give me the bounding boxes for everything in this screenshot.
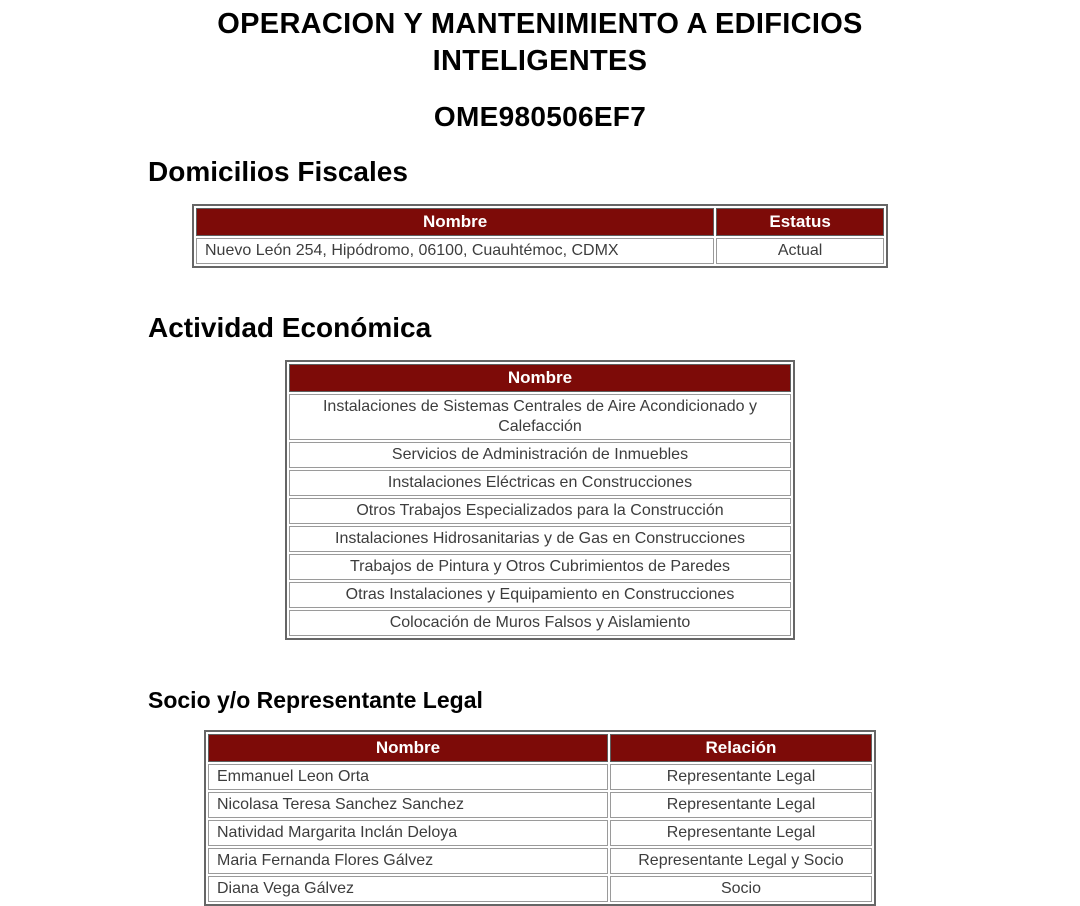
section-heading-domicilios-fiscales: Domicilios Fiscales (148, 156, 408, 187)
section-socio-representante-legal (0, 687, 1080, 906)
table-row (208, 848, 872, 874)
table-row (289, 470, 791, 496)
table-cell: Emmanuel Leon Orta (208, 764, 608, 790)
table-row (208, 876, 872, 902)
table-cell: Representante Legal (610, 820, 872, 846)
section-heading-socio-representante-legal: Socio y/o Representante Legal (148, 687, 483, 713)
table-row (289, 394, 791, 440)
actividad-economica-table (285, 360, 795, 640)
table-cell: Instalaciones Eléctricas en Construcciones (289, 470, 791, 496)
rfc-code: OME980506EF7 (433, 101, 647, 132)
table-cell: Representante Legal (610, 764, 872, 790)
section-domicilios-fiscales (0, 156, 1080, 268)
table-cell: Diana Vega Gálvez (208, 876, 608, 902)
socio-representante-legal-table (204, 730, 876, 906)
table-cell: Otras Instalaciones y Equipamiento en Construcciones (289, 582, 791, 608)
table-cell: Servicios de Administración de Inmuebles (289, 442, 791, 468)
table-row (289, 610, 791, 636)
table-row (289, 442, 791, 468)
table-cell: Socio (610, 876, 872, 902)
table-row (208, 764, 872, 790)
column-header: Nombre (208, 734, 608, 762)
table-cell: Otros Trabajos Especializados para la Construcción (289, 498, 791, 524)
table-cell: Colocación de Muros Falsos y Aislamiento (289, 610, 791, 636)
section-actividad-economica (0, 312, 1080, 640)
table-cell: Trabajos de Pintura y Otros Cubrimientos de Paredes (289, 554, 791, 580)
table-cell: Instalaciones Hidrosanitarias y de Gas en Construcciones (289, 526, 791, 552)
table-row (289, 498, 791, 524)
table-row (289, 582, 791, 608)
header-row (289, 364, 791, 392)
company-name-title: OPERACION Y MANTENIMIENTO A EDIFICIOS INTELIGENTES (217, 8, 863, 77)
table-cell: Actual (716, 238, 884, 264)
column-header: Estatus (716, 208, 884, 236)
domicilios-fiscales-table (192, 204, 888, 268)
table-cell: Nicolasa Teresa Sanchez Sanchez (208, 792, 608, 818)
section-heading-actividad-economica: Actividad Económica (148, 312, 432, 343)
column-header: Nombre (289, 364, 791, 392)
table-row (208, 792, 872, 818)
table-row (289, 526, 791, 552)
table-cell: Representante Legal (610, 792, 872, 818)
table-cell: Natividad Margarita Inclán Deloya (208, 820, 608, 846)
table-row (289, 554, 791, 580)
header-row (196, 208, 884, 236)
table-cell: Representante Legal y Socio (610, 848, 872, 874)
table-row (208, 820, 872, 846)
table-cell: Instalaciones de Sistemas Centrales de Aire Acondicionado y Calefacción (289, 394, 791, 440)
table-cell: Maria Fernanda Flores Gálvez (208, 848, 608, 874)
column-header: Nombre (196, 208, 714, 236)
header-row (208, 734, 872, 762)
table-row (196, 238, 884, 264)
column-header: Relación (610, 734, 872, 762)
table-cell: Nuevo León 254, Hipódromo, 06100, Cuauhtémoc, CDMX (196, 238, 714, 264)
